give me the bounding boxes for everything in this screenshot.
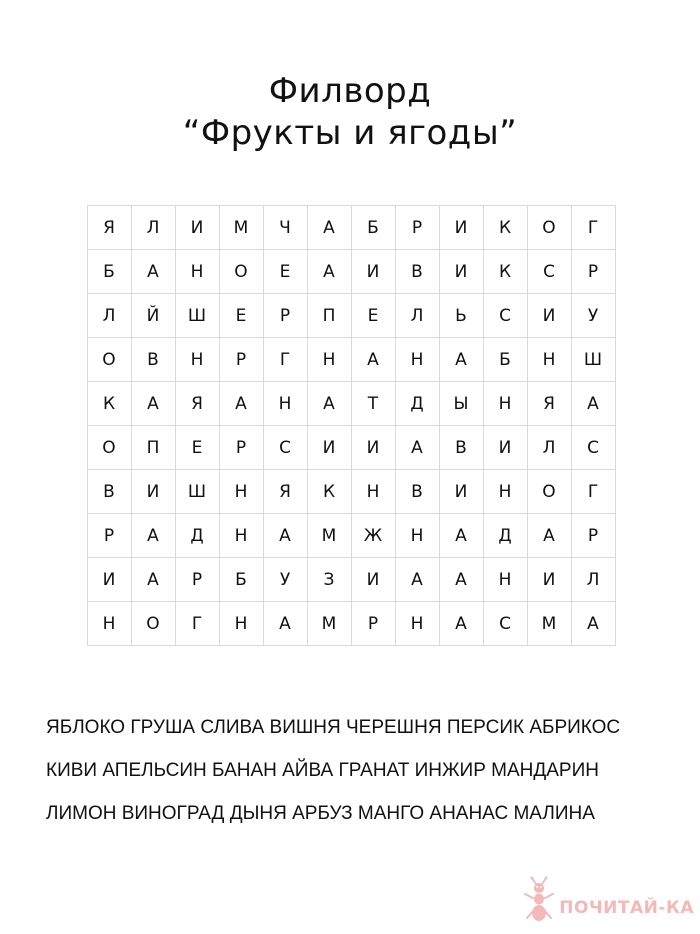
grid-row	[88, 558, 616, 602]
grid-cell[interactable]: Н	[396, 514, 440, 558]
word-search-grid	[87, 205, 616, 646]
grid-cell[interactable]: В	[440, 426, 484, 470]
grid-cell[interactable]: И	[440, 206, 484, 250]
grid-cell[interactable]: И	[352, 426, 396, 470]
grid-cell[interactable]: Н	[220, 602, 264, 646]
grid-cell[interactable]: И	[352, 558, 396, 602]
grid-cell[interactable]: Р	[352, 602, 396, 646]
grid-cell[interactable]: Р	[572, 514, 616, 558]
grid-cell[interactable]: С	[264, 426, 308, 470]
grid-cell[interactable]: И	[528, 558, 572, 602]
grid-cell[interactable]: Н	[396, 338, 440, 382]
grid-cell[interactable]: А	[396, 426, 440, 470]
grid-cell[interactable]: А	[572, 382, 616, 426]
grid-cell[interactable]: И	[88, 558, 132, 602]
word-list-line: КИВИ АПЕЛЬСИН БАНАН АЙВА ГРАНАТ ИНЖИР МАНДАРИН	[46, 760, 599, 781]
grid-cell[interactable]: А	[220, 382, 264, 426]
brand-logo	[521, 876, 694, 924]
grid-cell[interactable]: У	[264, 558, 308, 602]
grid-cell[interactable]: Е	[176, 426, 220, 470]
grid-row	[88, 206, 616, 250]
grid-cell[interactable]: Н	[88, 602, 132, 646]
grid-row	[88, 338, 616, 382]
grid-cell[interactable]: Г	[176, 602, 220, 646]
grid-cell[interactable]: Я	[528, 382, 572, 426]
grid-cell[interactable]: Р	[176, 558, 220, 602]
grid-cell[interactable]: Б	[484, 338, 528, 382]
grid-row	[88, 514, 616, 558]
grid-row	[88, 470, 616, 514]
grid-cell[interactable]: О	[220, 250, 264, 294]
page-title	[0, 70, 700, 154]
grid-cell[interactable]: У	[572, 294, 616, 338]
grid-cell[interactable]: Я	[88, 206, 132, 250]
grid-cell[interactable]: С	[572, 426, 616, 470]
grid-cell[interactable]: А	[308, 382, 352, 426]
grid-cell[interactable]: А	[132, 558, 176, 602]
grid-cell[interactable]: М	[308, 514, 352, 558]
grid-cell[interactable]: Н	[220, 514, 264, 558]
grid-cell[interactable]: Н	[484, 382, 528, 426]
grid-cell[interactable]: Р	[220, 338, 264, 382]
grid-cell[interactable]: И	[528, 294, 572, 338]
grid-cell[interactable]: Р	[88, 514, 132, 558]
grid-cell[interactable]: А	[528, 514, 572, 558]
grid-cell[interactable]: Р	[396, 206, 440, 250]
grid-row	[88, 382, 616, 426]
grid-cell[interactable]: С	[484, 294, 528, 338]
grid-cell[interactable]: Д	[484, 514, 528, 558]
grid-row	[88, 426, 616, 470]
title-line-1: Филворд	[268, 71, 432, 111]
grid-cell[interactable]: А	[440, 514, 484, 558]
grid-cell[interactable]: А	[440, 602, 484, 646]
grid-cell[interactable]: В	[396, 470, 440, 514]
grid-cell[interactable]: Е	[352, 294, 396, 338]
grid-cell[interactable]: И	[176, 206, 220, 250]
grid-cell[interactable]: Н	[484, 558, 528, 602]
grid-cell[interactable]: Б	[352, 206, 396, 250]
grid-cell[interactable]: А	[132, 382, 176, 426]
grid-cell[interactable]: К	[484, 250, 528, 294]
grid-cell[interactable]: З	[308, 558, 352, 602]
ant-icon	[521, 876, 557, 924]
word-list-line: ЯБЛОКО ГРУША СЛИВА ВИШНЯ ЧЕРЕШНЯ ПЕРСИК АБРИКОС	[46, 717, 621, 738]
grid-cell[interactable]: Р	[572, 250, 616, 294]
grid-cell[interactable]: О	[528, 470, 572, 514]
grid-cell[interactable]: С	[528, 250, 572, 294]
grid-cell[interactable]: Е	[220, 294, 264, 338]
grid-cell[interactable]: Д	[396, 382, 440, 426]
grid-cell[interactable]: И	[352, 250, 396, 294]
grid-cell[interactable]: Р	[264, 294, 308, 338]
grid-cell[interactable]: О	[132, 602, 176, 646]
grid-cell[interactable]: Л	[572, 558, 616, 602]
grid-cell[interactable]: А	[396, 558, 440, 602]
grid-cell[interactable]: С	[484, 602, 528, 646]
grid-cell[interactable]: Б	[220, 558, 264, 602]
grid-cell[interactable]: А	[308, 206, 352, 250]
grid-row	[88, 250, 616, 294]
grid-cell[interactable]: П	[132, 426, 176, 470]
grid-cell[interactable]: А	[308, 250, 352, 294]
grid-cell[interactable]: Т	[352, 382, 396, 426]
grid-cell[interactable]: Н	[176, 250, 220, 294]
grid-cell[interactable]: Н	[308, 338, 352, 382]
grid-cell[interactable]: Ш	[176, 470, 220, 514]
grid-cell[interactable]: П	[308, 294, 352, 338]
brand-text: ПОЧИТАЙ-КА	[559, 898, 694, 918]
grid-cell[interactable]: Д	[176, 514, 220, 558]
word-list-line: ЛИМОН ВИНОГРАД ДЫНЯ АРБУЗ МАНГО АНАНАС МАЛИНА	[46, 803, 595, 824]
grid-cell[interactable]: А	[572, 602, 616, 646]
grid-cell[interactable]: О	[88, 338, 132, 382]
grid-cell[interactable]: А	[440, 558, 484, 602]
grid-cell[interactable]: Ш	[572, 338, 616, 382]
grid-cell[interactable]: М	[528, 602, 572, 646]
grid-cell[interactable]: К	[88, 382, 132, 426]
grid-cell[interactable]: Л	[132, 206, 176, 250]
grid-cell[interactable]: Е	[264, 250, 308, 294]
title-line-2: “Фрукты и ягоды”	[182, 113, 518, 153]
grid-cell[interactable]: М	[220, 206, 264, 250]
grid-cell[interactable]: Я	[264, 470, 308, 514]
grid-cell[interactable]: И	[308, 426, 352, 470]
grid-cell[interactable]: Й	[132, 294, 176, 338]
grid-cell[interactable]: А	[352, 338, 396, 382]
grid-cell[interactable]: В	[396, 250, 440, 294]
grid-cell[interactable]: Н	[396, 602, 440, 646]
grid-cell[interactable]: А	[264, 514, 308, 558]
grid-cell[interactable]: Н	[484, 470, 528, 514]
grid-cell[interactable]: Г	[572, 470, 616, 514]
grid-cell[interactable]: Л	[396, 294, 440, 338]
grid-cell[interactable]: В	[88, 470, 132, 514]
grid-cell[interactable]: В	[132, 338, 176, 382]
grid-cell[interactable]: И	[484, 426, 528, 470]
grid-cell[interactable]: Г	[572, 206, 616, 250]
grid-cell[interactable]: Н	[264, 382, 308, 426]
grid-cell[interactable]: Ы	[440, 382, 484, 426]
grid-row	[88, 294, 616, 338]
grid-cell[interactable]: К	[308, 470, 352, 514]
grid-cell[interactable]: О	[88, 426, 132, 470]
grid-cell[interactable]: М	[308, 602, 352, 646]
grid-cell[interactable]: Я	[176, 382, 220, 426]
grid-cell[interactable]: Н	[352, 470, 396, 514]
grid-cell[interactable]: Н	[528, 338, 572, 382]
grid-cell[interactable]: Н	[220, 470, 264, 514]
grid-cell[interactable]: А	[132, 514, 176, 558]
grid-cell[interactable]: Н	[176, 338, 220, 382]
grid-cell[interactable]: И	[132, 470, 176, 514]
grid-cell[interactable]: А	[440, 338, 484, 382]
grid-cell[interactable]: О	[528, 206, 572, 250]
grid-cell[interactable]: А	[264, 602, 308, 646]
grid-cell[interactable]: Ж	[352, 514, 396, 558]
grid-cell[interactable]: К	[484, 206, 528, 250]
word-list	[46, 706, 686, 835]
grid-cell[interactable]: Г	[264, 338, 308, 382]
grid-cell[interactable]: Л	[528, 426, 572, 470]
grid-cell[interactable]: А	[132, 250, 176, 294]
grid-cell[interactable]: Ь	[440, 294, 484, 338]
grid-cell[interactable]: Р	[220, 426, 264, 470]
grid-cell[interactable]: Л	[88, 294, 132, 338]
grid-cell[interactable]: Б	[88, 250, 132, 294]
grid-cell[interactable]: Ч	[264, 206, 308, 250]
grid-cell[interactable]: И	[440, 250, 484, 294]
grid-cell[interactable]: И	[440, 470, 484, 514]
grid-row	[88, 602, 616, 646]
grid-cell[interactable]: Ш	[176, 294, 220, 338]
